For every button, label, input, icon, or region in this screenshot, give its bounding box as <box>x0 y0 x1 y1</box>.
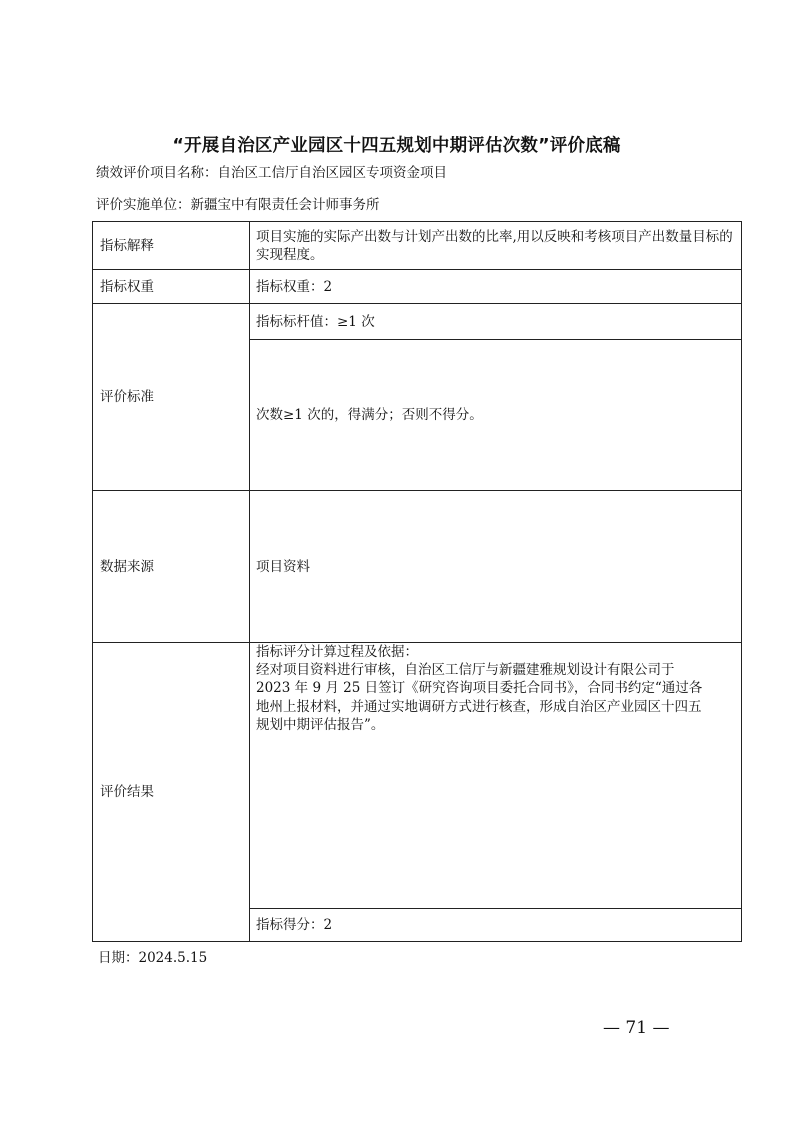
result-details <box>250 643 742 909</box>
result-line: 规划中期评估报告”。 <box>256 716 385 733</box>
weight-label: 指标权重 <box>93 270 250 304</box>
standard-label: 评价标准 <box>93 304 250 491</box>
explanation-text: 项目实施的实际产出数与计划产出数的比率,用以反映和考核项目产出数量目标的实现程度。 <box>250 222 742 270</box>
page-number: — 71 — <box>603 1018 670 1038</box>
result-label: 评价结果 <box>93 643 250 942</box>
table-row-benchmark <box>93 304 742 340</box>
weight-value: 指标权重：2 <box>250 270 742 304</box>
standard-text: 次数≥1 次的，得满分；否则不得分。 <box>250 340 742 491</box>
result-line: 经对项目资料进行审核，自治区工信厅与新疆建雅规划设计有限公司于 <box>256 662 675 679</box>
result-heading: 指标评分计算过程及依据： <box>256 644 418 660</box>
table-row-result <box>93 643 742 909</box>
result-line: 2023 年 9 月 25 日签订《研究咨询项目委托合同书》，合同书约定“通过各 <box>256 680 703 697</box>
table-row-source <box>93 491 742 643</box>
table-row-weight <box>93 270 742 304</box>
source-text: 项目资料 <box>250 491 742 643</box>
table-row-explanation <box>93 222 742 270</box>
evaluation-table <box>92 221 742 942</box>
project-name: 绩效评价项目名称：自治区工信厅自治区园区专项资金项目 <box>96 165 447 181</box>
score-value: 指标得分：2 <box>250 909 742 942</box>
result-line: 地州上报材料，并通过实地调研方式进行核查，形成自治区产业园区十四五 <box>256 698 702 715</box>
document-title: “开展自治区产业园区十四五规划中期评估次数”评价底稿 <box>172 136 621 156</box>
benchmark-value: 指标标杆值：≥1 次 <box>250 304 742 340</box>
implementing-unit: 评价实施单位：新疆宝中有限责任会计师事务所 <box>96 197 380 213</box>
explanation-label: 指标解释 <box>93 222 250 270</box>
source-label: 数据来源 <box>93 491 250 643</box>
date-line: 日期：2024.5.15 <box>98 950 208 966</box>
